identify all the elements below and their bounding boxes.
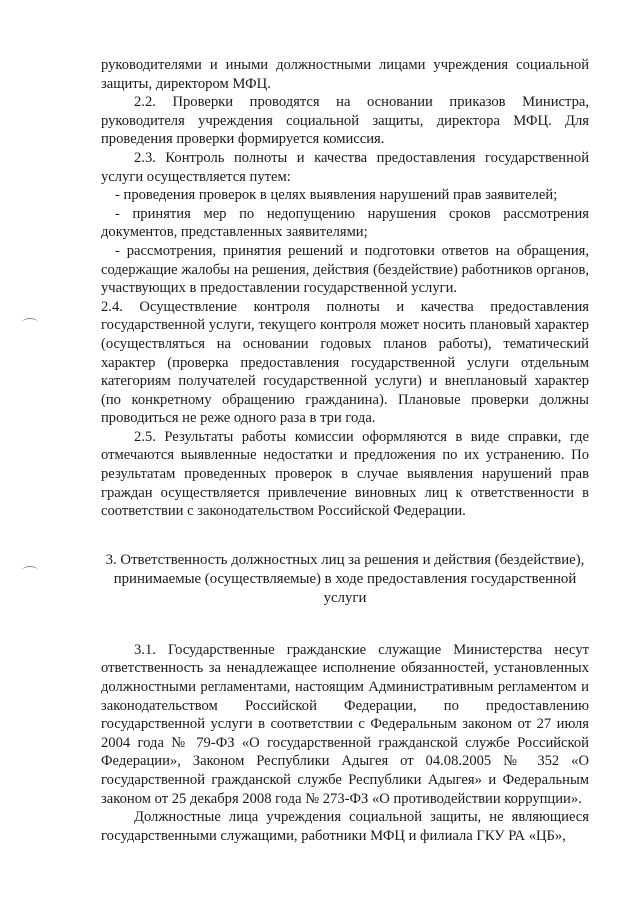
- paragraph-cont: руководителями и иными должностными лицами учреждения социальной защиты, директором МФЦ.: [101, 57, 589, 92]
- paragraph-2-3: 2.3. Контроль полноты и качества предоставления государственной услуги осуществляется путем:: [101, 149, 589, 185]
- paragraph-b2: - принятия мер по недопущению нарушения сроков рассмотрения документов, представленных заявителями;: [101, 205, 589, 241]
- paragraph-b1: - проведения проверок в целях выявления нарушений прав заявителей;: [115, 187, 558, 204]
- section-heading: 3. Ответственность должностных лиц за решения и действия (бездействие), принимаемые (осуществляемые) в ходе предоставления государственной услуги: [105, 551, 585, 606]
- punch-hole-mark: [22, 566, 38, 575]
- paragraph-b3: - рассмотрения, принятия решений и подготовки ответов на обращения, содержащие жалобы на решения, действия (бездействие) работников органов, участвующих в предоставлении государственной услуги.: [101, 242, 589, 297]
- paragraph-2-5: 2.5. Результаты работы комиссии оформляются в виде справки, где отмечаются выявленные недостатки и предложения по их устранению. По результатам проведенных проверок в случае выявления нарушений прав граждан осуществляется привлечение виновных лиц к ответственности в соответствии с законодательством Российской Федерации.: [101, 428, 589, 520]
- punch-hole-mark: [22, 318, 38, 327]
- paragraph-2-4: 2.4. Осуществление контроля полноты и качества предоставления государственной услуги, текущего контроля может носить плановый характер (осуществляться на основании годовых планов работы), тематический характер (проверка предоставления государственной услуги отдельным категориям получателей государственной услуги) и внеплановый характер (по конкретному обращению гражданина). Плановые проверки должны проводиться не реже одного раза в три года.: [101, 298, 589, 427]
- paragraph-2-2: 2.2. Проверки проводятся на основании приказов Министра, руководителя учреждения социальной защиты, директора МФЦ. Для проведения проверки формируется комиссия.: [101, 94, 589, 148]
- paragraph-3-1: 3.1. Государственные гражданские служащие Министерства несут ответственность за ненадлежащее исполнение обязанностей, установленных должностными регламентами, настоящим Административным регламентом и законодательством Российской Федерации, по предоставлению государственной услуги в соответствии с Федеральным законом от 27 июля 2004 года № 79-ФЗ «О государственной гражданской службе Российской Федерации», Законом Республики Адыгея от 04.08.2005 № 352 «О государственной гражданской службе Республики Адыгея» и Федеральным законом от 25 декабря 2008 года № 273-ФЗ «О противодействии коррупции».: [101, 641, 589, 807]
- document-body-top: [101, 56, 589, 521]
- paragraph-last: Должностные лица учреждения социальной защиты, не являющиеся государственными служащими, работники МФЦ и филиала ГКУ РА «ЦБ»,: [101, 809, 589, 844]
- document-body-bottom: [101, 641, 589, 846]
- spacer: [101, 608, 589, 641]
- document-page: [101, 56, 589, 845]
